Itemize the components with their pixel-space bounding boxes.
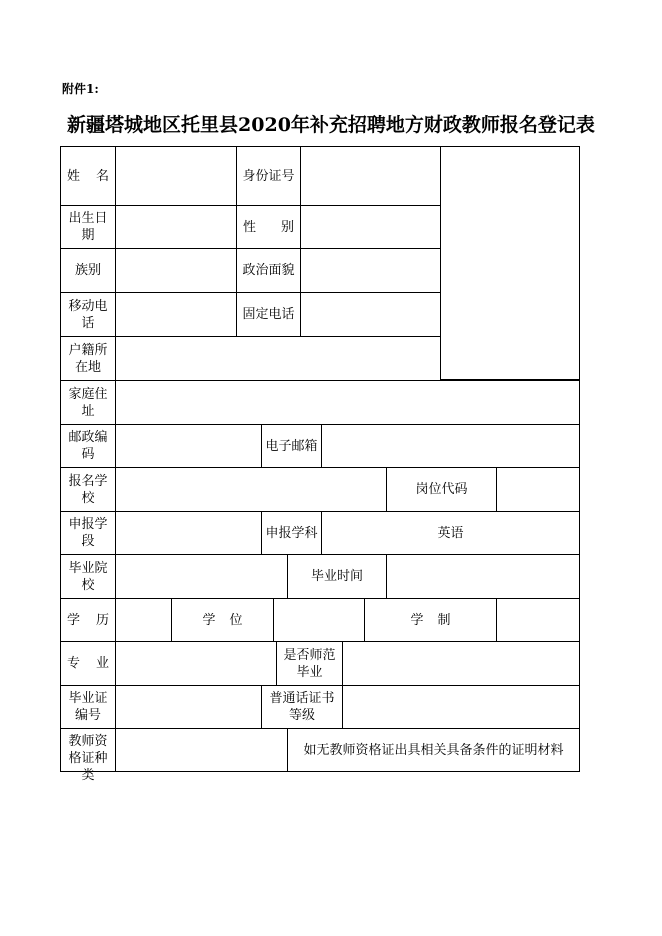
school-applied-field[interactable] bbox=[115, 467, 387, 512]
teacher-cert-note: 如无教师资格证出具相关具备条件的证明材料 bbox=[287, 728, 580, 772]
normal-grad-label: 是否师范毕业 bbox=[276, 641, 343, 686]
mandarin-level-label: 普通话证书等级 bbox=[261, 685, 343, 729]
graduation-time-label: 毕业时间 bbox=[287, 554, 387, 599]
political-status-label: 政治面貌 bbox=[236, 248, 301, 293]
stage-applied-field[interactable] bbox=[115, 511, 262, 555]
home-address-field[interactable] bbox=[115, 380, 580, 425]
subject-applied-label: 申报学科 bbox=[261, 511, 322, 555]
gender-field[interactable] bbox=[300, 205, 441, 249]
political-status-field[interactable] bbox=[300, 248, 441, 293]
birth-date-label: 出生日期 bbox=[60, 205, 116, 249]
hukou-label: 户籍所在地 bbox=[60, 336, 116, 381]
ethnicity-field[interactable] bbox=[115, 248, 237, 293]
form-title: 新疆塔城地区托里县2020年补充招聘地方财政教师报名登记表 bbox=[67, 114, 595, 136]
schooling-label: 学 制 bbox=[364, 598, 497, 642]
degree-field[interactable] bbox=[273, 598, 365, 642]
major-label: 专 业 bbox=[60, 641, 116, 686]
diploma-number-field[interactable] bbox=[115, 685, 262, 729]
mobile-field[interactable] bbox=[115, 292, 237, 337]
graduate-school-field[interactable] bbox=[115, 554, 288, 599]
position-code-label: 岗位代码 bbox=[386, 467, 497, 512]
landline-field[interactable] bbox=[300, 292, 441, 337]
position-code-field[interactable] bbox=[496, 467, 580, 512]
postal-code-field[interactable] bbox=[115, 424, 262, 468]
birth-date-field[interactable] bbox=[115, 205, 237, 249]
home-address-label: 家庭住址 bbox=[60, 380, 116, 425]
major-field[interactable] bbox=[115, 641, 277, 686]
photo-area[interactable] bbox=[440, 146, 580, 380]
schooling-field[interactable] bbox=[496, 598, 580, 642]
name-field[interactable] bbox=[115, 146, 237, 206]
id-number-label: 身份证号 bbox=[236, 146, 301, 206]
gender-label: 性 别 bbox=[236, 205, 301, 249]
graduation-time-field[interactable] bbox=[386, 554, 580, 599]
school-applied-label: 报名学校 bbox=[60, 467, 116, 512]
mobile-label: 移动电话 bbox=[60, 292, 116, 337]
teacher-cert-type-field[interactable] bbox=[115, 728, 288, 772]
graduate-school-label: 毕业院校 bbox=[60, 554, 116, 599]
hukou-field[interactable] bbox=[115, 336, 441, 381]
name-label: 姓 名 bbox=[60, 146, 116, 206]
teacher-cert-type-label: 教师资格证种类 bbox=[60, 728, 116, 772]
degree-label: 学 位 bbox=[171, 598, 274, 642]
mandarin-level-field[interactable] bbox=[342, 685, 580, 729]
education-label: 学 历 bbox=[60, 598, 116, 642]
stage-applied-label: 申报学段 bbox=[60, 511, 116, 555]
landline-label: 固定电话 bbox=[236, 292, 301, 337]
normal-grad-field[interactable] bbox=[342, 641, 580, 686]
id-number-field[interactable] bbox=[300, 146, 441, 206]
education-field[interactable] bbox=[115, 598, 172, 642]
diploma-number-label: 毕业证编号 bbox=[60, 685, 116, 729]
subject-applied-field[interactable]: 英语 bbox=[321, 511, 580, 555]
annex-label: 附件1: bbox=[62, 82, 99, 96]
postal-code-label: 邮政编码 bbox=[60, 424, 116, 468]
email-label: 电子邮箱 bbox=[261, 424, 322, 468]
ethnicity-label: 族别 bbox=[60, 248, 116, 293]
email-field[interactable] bbox=[321, 424, 580, 468]
